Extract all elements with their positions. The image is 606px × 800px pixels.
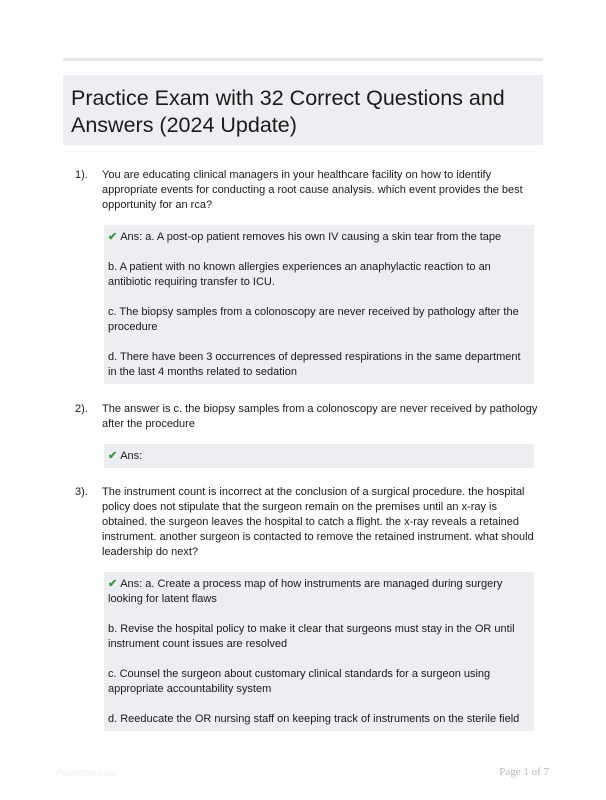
check-icon: ✔ — [108, 231, 118, 243]
answer-option-correct — [108, 577, 528, 607]
question-2 — [75, 402, 545, 468]
answer-option: b. Revise the hospital policy to make it clear that surgeons must stay in the OR until instrument count issues are resolved — [108, 623, 515, 650]
question-text: You are educating clinical managers in your healthcare facility on how to identify appropriate events for conducting a root cause analysis. which event provides the best opportunity for an rca? — [102, 169, 523, 211]
answer-option: d. Reeducate the OR nursing staff on keeping track of instruments on the sterile field — [108, 713, 520, 725]
footer-watermark: Papertitbit.com — [56, 768, 117, 778]
question-text: The instrument count is incorrect at the conclusion of a surgical procedure. the hospital policy does not stipulate that the surgeon remain on the premises until an x-ray is obtained. the surgeon leaves the hospital to catch a flight. the x-ray reveals a retained instrument. another surgeon is contacted to remove the retained instrument. what should leadership do next? — [102, 486, 534, 558]
page-title: Practice Exam with 32 Correct Questions and Answers (2024 Update) — [71, 86, 505, 137]
answer-option: c. The biopsy samples from a colonoscopy are never received by pathology after the procedure — [108, 306, 519, 333]
answer-panel — [104, 444, 534, 468]
answer-option: d. There have been 3 occurrences of depressed respirations in the same department in the last 4 months related to sedation — [108, 351, 521, 378]
question-text: The answer is c. the biopsy samples from a colonoscopy are never received by pathology after the procedure — [102, 403, 538, 430]
answer-text: Ans: — [120, 450, 143, 462]
top-rule — [63, 58, 543, 61]
answer-option-correct — [108, 449, 528, 464]
answer-option: b. A patient with no known allergies experiences an anaphylactic reaction to an antibiotic requiring transfer to ICU. — [108, 261, 491, 288]
question-number: 2). — [75, 403, 88, 415]
answer-panel — [104, 225, 534, 384]
page-number: Page 1 of 7 — [499, 766, 549, 778]
check-icon: ✔ — [108, 578, 118, 590]
title-banner — [63, 75, 543, 145]
question-number: 3). — [75, 486, 88, 498]
question-3 — [75, 485, 545, 731]
question-1 — [75, 168, 545, 384]
answer-option: c. Counsel the surgeon about customary clinical standards for a surgeon using appropriate accountability system — [108, 668, 491, 695]
answer-panel — [104, 572, 534, 731]
check-icon: ✔ — [108, 450, 118, 462]
answer-text: Ans: a. Create a process map of how instruments are managed during surgery looking for latent flaws — [108, 578, 503, 605]
answer-text: Ans: a. A post-op patient removes his own IV causing a skin tear from the tape — [120, 231, 502, 243]
question-number: 1). — [75, 169, 88, 181]
answer-option-correct — [108, 230, 528, 245]
